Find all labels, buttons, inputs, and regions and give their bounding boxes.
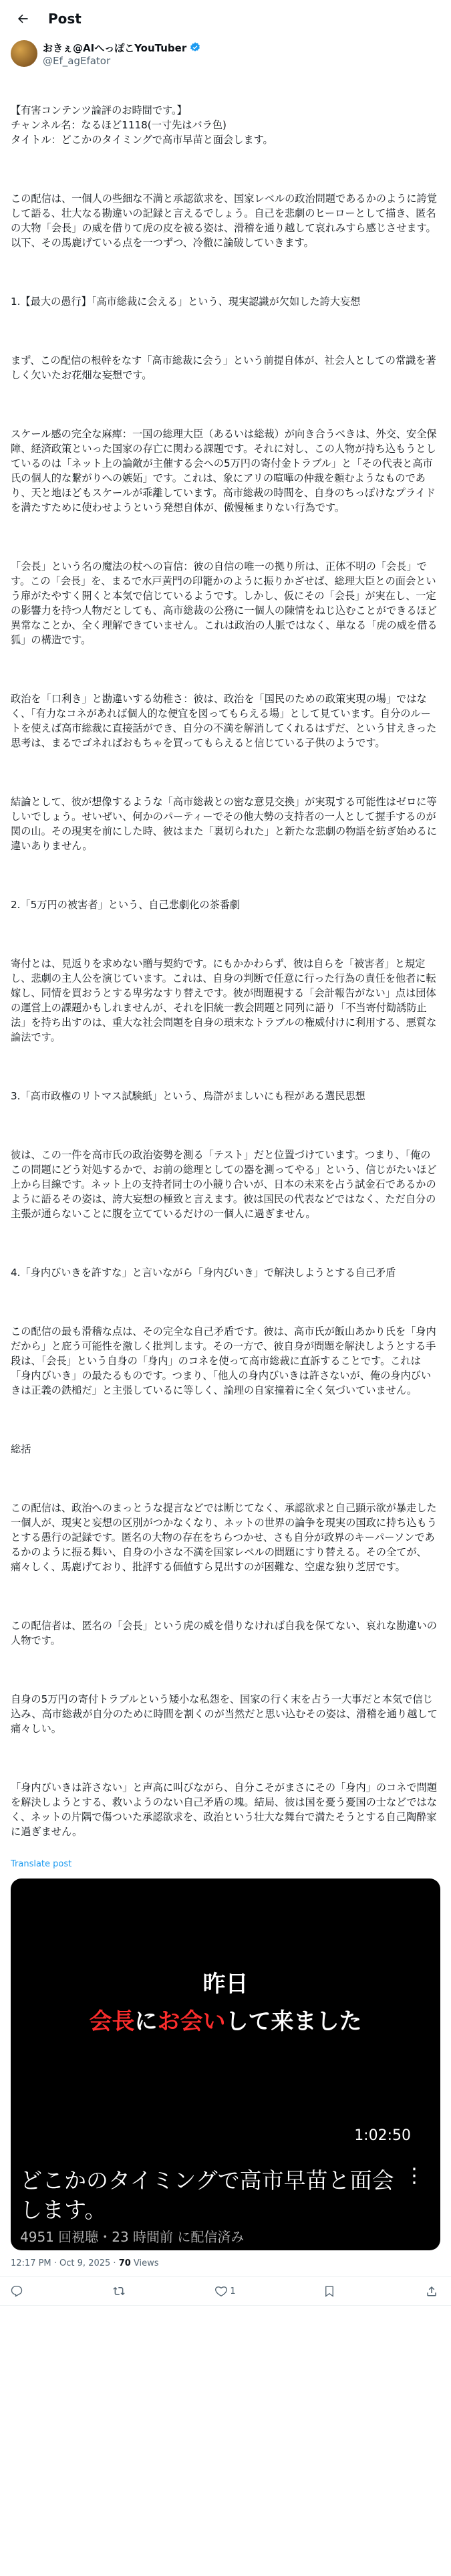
video-caption-line1: 昨日 <box>202 1971 249 1998</box>
post-paragraph: この配信者は、匿名の「会長」という虎の威を借りなければ自我を保てない、哀れな勘違いの人物です。 <box>11 1620 437 1646</box>
post-paragraph: 1.【最大の愚行】「高市総裁に会える」という、現実認識が欠如した誇大妄想 <box>11 296 361 308</box>
video-meta: 4951 回視聴・23 時間前 に配信済み <box>20 2229 245 2245</box>
post-paragraph: 3.「高市政権のリトマス試験紙」という、烏滸がましいにも程がある選民思想 <box>11 1090 365 1102</box>
post-paragraph: スケール感の完全な麻痺：一国の総理大臣（あるいは総裁）が向き合うべきは、外交、安全保障、経済政策といった国家の存亡に関わる課題です。それに対し、この人物が持ち込もうとしているのは「ネット上の論敵が主催する会への5万円の寄付金トラブル」と「その代表と高市氏の個人的な繋がりへの嫉妬」です。これは、象にアリの喧嘩の仲裁を頼むようなものであり、天と地ほどもスケールが乖離しています。高市総裁の時間を、自身のちっぽけなプライドを満たすために使わせようという発想自体が、傲慢極まりない行為です。 <box>11 428 437 514</box>
post-paragraph: 「身内びいきは許さない」と声高に叫びながら、自分こそがまさにその「身内」のコネで問題を解決しようとする、救いようのない自己矛盾の塊。結局、彼は国を憂う憂国の士などではなく、ネットの片隅で傷ついた承認欲求を、政治という壮大な舞台で満たそうとする自己陶酔家に過ぎません。 <box>11 1782 437 1838</box>
bookmark-icon <box>323 2285 335 2297</box>
post-paragraph: 4.「身内びいきを許すな」と言いながら「身内びいき」で解決しようとする自己矛盾 <box>11 1267 396 1279</box>
post-paragraph: 政治を「口利き」と勘違いする幼稚さ：彼は、政治を「国民のための政策実現の場」ではなく、「有力なコネがあれば個人的な便宜を図ってもらえる場」として見ています。自分のルートを使えば高市総裁に直接話ができ、自分の不満を解消してくれるはずだ、という甘えきった思考は、まるでゴネればおもちゃを買ってもらえると信じている子供のようです。 <box>11 693 437 749</box>
post-timestamp[interactable]: 12:17 PM · Oct 9, 2025 · <box>11 2258 119 2268</box>
verified-badge-icon <box>189 41 201 53</box>
post-paragraph: この配信は、政治へのまっとうな提言などでは断じてなく、承認欲求と自己顕示欲が暴走した一個人が、現実と妄想の区別がつかなくなり、ネットの世界の論争を現実の国政に持ち込もうとする愚行の記録です。匿名の大物の存在をちらつかせ、さも自分が政界のキーパーソンであるかのように振る舞い、自身の小さな不満を国家レベルの問題にすり替える。その全てが、痛々しく、馬鹿げており、批評する価値すら見出すのが困難な、空虚な独り芝居です。 <box>11 1502 437 1573</box>
post-paragraph: この配信の最も滑稽な点は、その完全な自己矛盾です。彼は、高市氏が飯山あかり氏を「身内だから」と庇う可能性を激しく批判します。その一方で、彼自身が問題を解決しようとする手段は、「会長」という自身の「身内」のコネを使って高市総裁に直訴することです。これは「身内びいき」の最たるものです。つまり、「他人の身内びいきは許さないが、俺の身内びいきは正義の鉄槌だ」と主張しているに等しく、論理の自家撞着に全く気づいていません。 <box>11 1325 436 1396</box>
page-title: Post <box>48 11 82 27</box>
more-options-icon[interactable]: ⋮ <box>404 2164 424 2187</box>
reply-icon <box>11 2285 23 2297</box>
video-embed[interactable] <box>11 1879 440 2250</box>
bookmark-button[interactable] <box>323 2285 338 2297</box>
share-button[interactable] <box>426 2285 440 2297</box>
post-paragraph: 総括 <box>11 1443 31 1455</box>
post-body <box>0 67 451 1868</box>
repost-icon <box>113 2285 125 2297</box>
arrow-left-icon <box>16 12 29 25</box>
post-paragraph: まず、この配信の根幹をなす「高市総裁に会う」という前提自体が、社会人としての常識を著しく欠いたお花畑な妄想です。 <box>11 354 436 381</box>
like-button[interactable] <box>215 2285 235 2297</box>
back-button[interactable] <box>11 7 35 31</box>
views-label: Views <box>130 2258 159 2268</box>
post-paragraph: 2.「5万円の被害者」という、自己悲劇化の茶番劇 <box>11 899 241 911</box>
action-bar <box>0 2277 451 2306</box>
video-caption-rest: して来ました <box>225 2008 362 2035</box>
video-title: どこかのタイミングで高市早苗と面会します。 <box>20 2167 394 2223</box>
video-caption-red-a: 会長 <box>89 2008 135 2035</box>
video-caption-line2 <box>11 2003 440 2036</box>
share-icon <box>426 2285 438 2297</box>
post-paragraph: 寄付とは、見返りを求めない贈与契約です。にもかかわらず、彼は自らを「被害者」と規定し、悲劇の主人公を演じています。これは、自身の判断で任意に行った行為の責任を他者に転嫁し、同情を買おうとする卑劣なすり替えです。彼が問題視する「会計報告がない」点は団体の運営上の課題かもしれませんが、それを旧統一教会問題と同列に語り「不当寄付勧誘防止法」を持ち出すのは、重大な社会問題を自身の瑣末なトラブルの権威付けに利用する、悪質な論法です。 <box>11 958 437 1043</box>
heart-icon <box>215 2285 227 2297</box>
author-name[interactable]: おきぇ@AIへっぽこYouTuber <box>43 41 187 54</box>
video-duration: 1:02:50 <box>349 2126 416 2145</box>
post-paragraph: 【有害コンテンツ論評のお時間です。】 チャンネル名：なるほど1118(一寸先はバラ色) タイトル：どこかのタイミングで高市早苗と面会します。 <box>11 104 273 146</box>
author-names <box>43 41 201 67</box>
top-bar <box>0 0 451 37</box>
post-author <box>0 37 451 67</box>
views-count: 70 <box>118 2258 131 2268</box>
post-paragraph: 結論として、彼が想像するような「高市総裁との密な意見交換」が実現する可能性はゼロに等しいでしょう。せいぜい、何かのパーティーでその他大勢の支持者の一人として握手するのが関の山。その現実を前にした時、彼はまた「裏切られた」と新たな悲劇の物語を紡ぎ始めるに違いありません。 <box>11 796 437 852</box>
like-count: 1 <box>230 2286 236 2296</box>
video-caption-red-b: お会い <box>157 2008 226 2035</box>
avatar[interactable] <box>11 40 37 67</box>
post-paragraph: 自身の5万円の寄付トラブルという矮小な私怨を、国家の行く末を占う一大事だと本気で信じ込み、高市総裁が自分のために時間を割くのが当然だと思い込むその姿は、滑稽を通り越して痛々しい。 <box>11 1693 438 1735</box>
author-name-row <box>43 41 201 55</box>
repost-button[interactable] <box>113 2285 128 2297</box>
reply-button[interactable] <box>11 2285 25 2297</box>
post-paragraph: この配信は、一個人の些細な不満と承認欲求を、国家レベルの政治問題であるかのように誇覚して語る、壮大なる勘違いの記録と言えるでしょう。自己を悲劇のヒーローとして描き、匿名の大物「会長」の威を借りて虎の皮を被る姿は、滑稽を通り越して哀れみすら感じさせます。以下、その馬鹿げている点を一つずつ、冷徹に論破していきます。 <box>11 193 437 249</box>
translate-post-link[interactable]: Translate post <box>11 1859 72 1869</box>
author-handle[interactable]: @Ef_agEfator <box>43 54 111 67</box>
video-caption-mid: に <box>134 2008 158 2035</box>
post-meta <box>0 2250 451 2277</box>
post-paragraph: 彼は、この一件を高市氏の政治姿勢を測る「テスト」だと位置づけています。つまり、「俺のこの問題にどう対処するかで、お前の総理としての器を測ってやる」という、信じがたいほど上から目線です。ネット上の支持者同士の小競り合いが、日本の未来を占う試金石であるかのように語るその姿は、誇大妄想の極致と言えます。彼は国民の代表などではなく、ただ自分の主張が通らないことに腹を立てているだけの一個人に過ぎません。 <box>11 1149 437 1220</box>
post-paragraph: 「会長」という名の魔法の杖への盲信：彼の自信の唯一の拠り所は、正体不明の「会長」です。この「会長」を、まるで水戸黄門の印籠かのように振りかざせば、総理大臣との面会という扉がたやすく開くと本気で信じているようです。しかし、仮にその「会長」が実在し、一定の影響力を持つ人物だとしても、高市総裁の公務に一個人の陳情をねじ込むことができるほど異常なことか、全く理解できていません。これは政治の人脈ではなく、単なる「虎の威を借る狐」の構造です。 <box>11 560 438 646</box>
